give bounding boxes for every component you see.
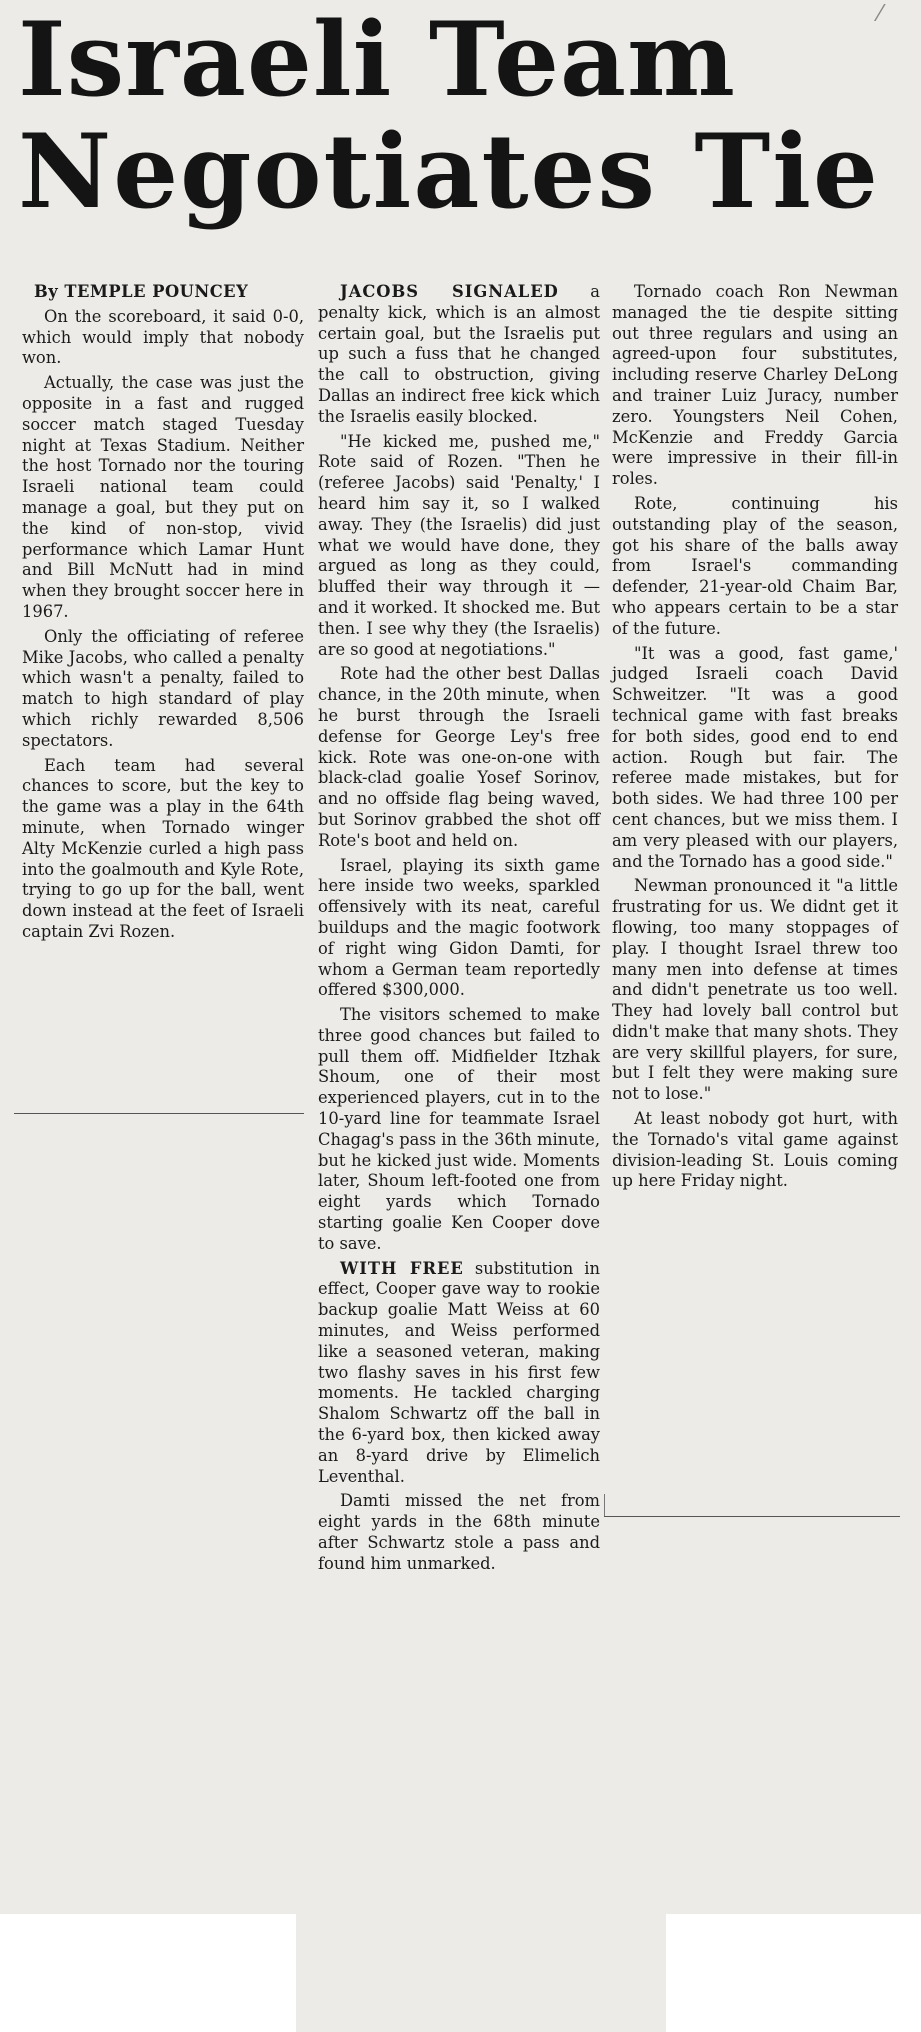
article-column-1: [22, 282, 304, 947]
paragraph: Rote had the other best Dallas chance, in the 20th minute, when he burst through the Israeli defense for George Ley's free kick. Rote was one-on-one with black-clad goalie Yosef Sorinov, and no offside flag being waved, but Sorinov grabbed the shot off Rote's boot and held on.: [318, 664, 600, 850]
column-end-rule: [604, 1516, 900, 1517]
subhead-rest: a penalty kick, which is an almost certain goal, but the Israelis put up such a fuss that he changed the call to obstruction, giving Dallas an indirect free kick which the Israelis easily blocked.: [318, 282, 600, 426]
column-divider: [604, 1494, 605, 1516]
byline: By TEMPLE POUNCEY: [34, 282, 249, 301]
paragraph: Only the officiating of referee Mike Jacobs, who called a penalty which wasn't a penalty, failed to match to high standard of play which richly rewarded 8,506 spectators.: [22, 626, 304, 750]
paper-tail-background: [296, 1908, 666, 2032]
paragraph: Each team had several chances to score, but the key to the game was a play in the 64th minute, when Tornado winger Alty McKenzie curled a high pass into the goalmouth and Kyle Rote, trying to go up for the ball, went down instead at the feet of Israeli captain Zvi Rozen.: [22, 755, 304, 941]
paragraph-with-subhead: [318, 1259, 600, 1488]
paragraph: At least nobody got hurt, with the Tornado's vital game against division-leading St. Louis coming up here Friday night.: [612, 1109, 898, 1191]
paragraph: On the scoreboard, it said 0-0, which would imply that nobody won.: [22, 306, 304, 368]
subhead-caps: WITH FREE: [340, 1258, 464, 1278]
paragraph: Damti missed the net from eight yards in the 68th minute after Schwartz stole a pass and found him unmarked.: [318, 1491, 600, 1573]
headline-line-1: Israeli Team: [18, 0, 736, 120]
paragraph: "He kicked me, pushed me," Rote said of Rozen. "Then he (referee Jacobs) said 'Penalty,' I heard him say it, so I walked away. They (the Israelis) did just what we would have done, they argued as long as they could, bluffed their way through it — and it worked. It shocked me. But then. I see why they (the Israelis) are so good at negotiations.": [318, 431, 600, 659]
paragraph: Israel, playing its sixth game here inside two weeks, sparkled offensively with its neat, careful buildups and the magic footwork of right wing Gidon Damti, for whom a German team reportedly offered $300,000.: [318, 855, 600, 1000]
article-column-2: [318, 282, 600, 1579]
paragraph: "It was a good, fast game,' judged Israeli coach David Schweitzer. "It was a good technical game with fast breaks for both sides, good end to end action. Rough but fair. The referee made mistakes, but for both sides. We had three 100 per cent chances, but we miss them. I am very pleased with our players, and the Tornado has a good side.": [612, 643, 898, 871]
paragraph: Actually, the case was just the opposite in a fast and rugged soccer match staged Tuesday night at Texas Stadium. Neither the host Tornado nor the touring Israeli national team could manage a goal, but they put on the kind of non-stop, vivid performance which Lamar Hunt and Bill McNutt had in mind when they brought soccer here in 1967.: [22, 373, 304, 621]
paragraph: Newman pronounced it "a little frustrating for us. We didnt get it flowing, too many stoppages of play. I thought Israel threw too many men into defense at times and didn't penetrate us too well. They had lovely ball control but didn't make that many shots. They are very skillful players, for sure, but I felt they were making sure not to lose.": [612, 876, 898, 1104]
corner-mark: ⁄: [878, 2, 882, 27]
column-end-rule: [14, 1113, 304, 1114]
headline: [18, 0, 908, 232]
subhead-rest: substitution in effect, Cooper gave way to rookie backup goalie Matt Weiss at 60 minutes, and Weiss performed like a seasoned veteran, making two flashy saves in his first few moments. He tackled charging Shalom Schwartz off the ball in the 6-yard box, then kicked away an 8-yard drive by Elimelich Leventhal.: [318, 1258, 600, 1486]
paragraph-with-subhead: [318, 282, 600, 428]
paragraph: Rote, continuing his outstanding play of the season, got his share of the balls away from Israel's commanding defender, 21-year-old Chaim Bar, who appears certain to be a star of the future.: [612, 493, 898, 638]
headline-line-2: Negotiates Tie: [18, 112, 880, 232]
paragraph: Tornado coach Ron Newman managed the tie despite sitting out three regulars and using an agreed-upon four substitutes, including reserve Charley DeLong and trainer Luiz Juracy, number zero. Youngsters Neil Cohen, McKenzie and Freddy Garcia were impressive in their fill-in roles.: [612, 282, 898, 489]
article-column-3: [612, 282, 898, 1196]
paragraph: The visitors schemed to make three good chances but failed to pull them off. Midfielder Itzhak Shoum, one of their most experienced players, cut in to the 10-yard line for teammate Israel Chagag's pass in the 36th minute, but he kicked just wide. Moments later, Shoum left-footed one from eight yards which Tornado starting goalie Ken Cooper dove to save.: [318, 1005, 600, 1253]
subhead-caps: JACOBS SIGNALED: [340, 282, 559, 301]
